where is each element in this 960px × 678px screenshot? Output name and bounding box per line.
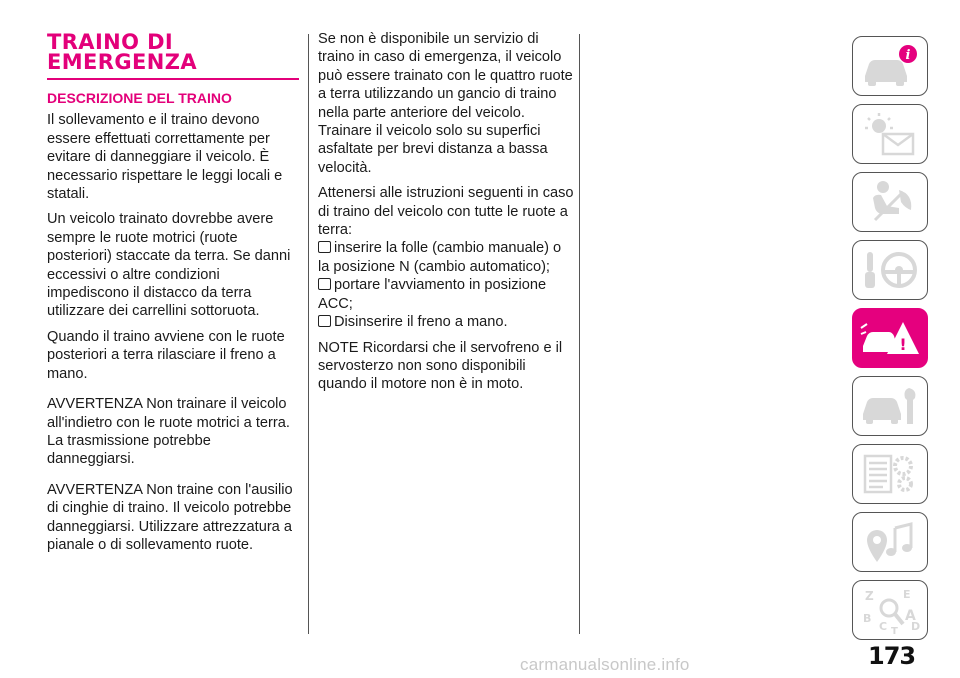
section-subtitle: DESCRIZIONE DEL TRAINO — [47, 90, 232, 106]
tab-safety[interactable] — [852, 172, 928, 232]
key-steering-wheel-icon — [859, 246, 921, 294]
svg-text:E: E — [903, 588, 911, 601]
svg-text:i: i — [905, 48, 911, 63]
svg-text:D: D — [911, 620, 921, 633]
section-title-line-2: EMERGENZA — [47, 50, 197, 74]
tab-multimedia[interactable] — [852, 512, 928, 572]
svg-text:Z: Z — [865, 589, 874, 603]
emergency-breakdown-icon — [859, 314, 921, 362]
paragraph: Attenersi alle istruzioni seguenti in caso di traino del veicolo con tutte le ruote a terra: — [318, 185, 574, 239]
warning-paragraph: AVVERTENZA Non traine con l'ausilio di cinghie di traino. Il veicolo potrebbe danneggiarsi. Utilizzare attrezzatura a pianale o di sollevamento ruote. — [47, 481, 293, 553]
list-item-text: portare l'avviamento in posizione ACC; — [318, 277, 547, 312]
title-underline — [47, 78, 299, 80]
watermark: carmanualsonline.info — [520, 655, 690, 674]
svg-text:C: C — [879, 620, 888, 633]
paragraph: Quando il traino avviene con le ruote posteriori a terra rilasciare il freno a mano. — [47, 328, 285, 382]
chapter-tabs — [852, 36, 928, 648]
warning-paragraph: AVVERTENZA Non trainare il veicolo all'indietro con le ruote motrici a terra. La trasmissione potrebbe danneggiarsi. — [47, 396, 290, 468]
car-service-wrench-icon — [859, 382, 921, 430]
svg-text:!: ! — [899, 335, 907, 354]
bullet-icon — [318, 278, 331, 290]
paragraph: Il sollevamento e il traino devono essere effettuati correttamente per evitare di danneggiare il veicolo. È necessario rispettare le leggi locali e statali. — [47, 112, 283, 203]
car-info-icon — [859, 42, 921, 90]
tab-index[interactable] — [852, 580, 928, 640]
list-item-text: Disinserire il freno a mano. — [334, 314, 508, 331]
seat-airbag-icon — [859, 178, 921, 226]
svg-text:T: T — [891, 626, 898, 634]
technical-data-gears-icon — [859, 450, 921, 498]
paragraph: Un veicolo trainato dovrebbe avere sempre le ruote motrici (ruote posteriori) staccate da terra. Se danni eccessivi o altre condizioni impediscono il distacco da terra utilizzare dei carrellini sottoruota. — [47, 211, 291, 320]
tab-warning-lights[interactable] — [852, 104, 928, 164]
paragraph: Se non è disponibile un servizio di traino in caso di emergenza, il veicolo può essere trainato con le quattro ruote a terra utilizzando un gancio di traino nella parte anteriore del veicolo. Trainare il veicolo solo su superfici asfaltate per brevi distanza a bassa velocità. — [318, 31, 573, 176]
tab-emergency[interactable] — [852, 308, 928, 368]
tab-maintenance[interactable] — [852, 376, 928, 436]
tab-getting-started[interactable] — [852, 240, 928, 300]
list-item — [318, 276, 576, 313]
right-column — [318, 30, 576, 401]
svg-text:A: A — [905, 608, 916, 624]
tab-technical-data[interactable] — [852, 444, 928, 504]
list-item — [318, 239, 576, 276]
list-item-text: inserire la folle (cambio manuale) o la posizione N (cambio automatico); — [318, 240, 562, 275]
left-column — [47, 30, 299, 561]
list-item — [318, 313, 576, 331]
column-divider — [579, 34, 580, 634]
bullet-icon — [318, 241, 331, 253]
column-divider — [308, 34, 309, 634]
section-title-line-1: TRAINO DI — [47, 30, 174, 54]
svg-text:B: B — [863, 612, 872, 625]
tab-car-info[interactable] — [852, 36, 928, 96]
note-paragraph: NOTE Ricordarsi che il servofreno e il servosterzo non sono disponibili quando il motore non è in moto. — [318, 339, 563, 393]
section-title — [47, 32, 299, 72]
multimedia-music-icon — [859, 518, 921, 566]
alphabetical-index-icon — [859, 586, 921, 634]
warning-lights-message-icon — [859, 110, 921, 158]
page-number: 173 — [868, 642, 916, 670]
bullet-icon — [318, 315, 331, 327]
